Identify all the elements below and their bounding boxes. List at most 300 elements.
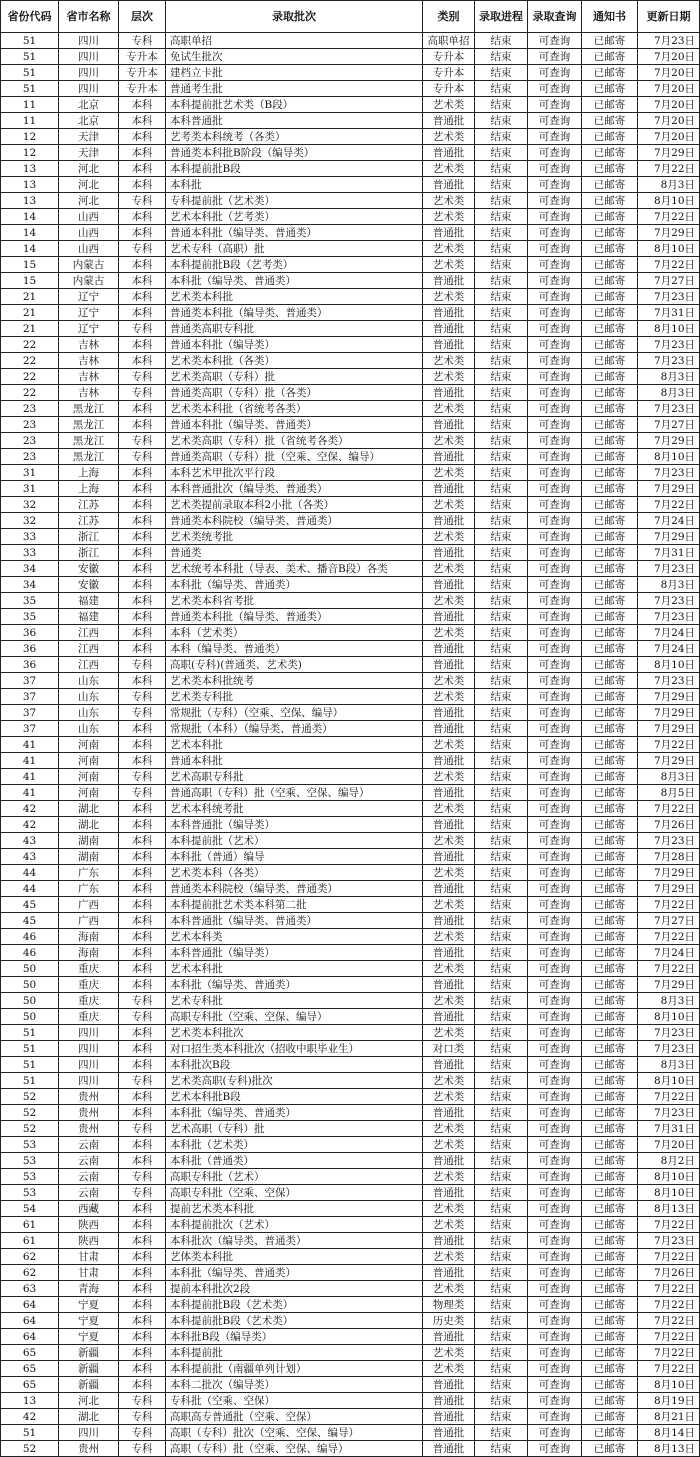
table-row: [1, 929, 700, 945]
cell-progress: 结束: [475, 897, 528, 913]
cell-notice: 已邮寄: [582, 1361, 638, 1377]
cell-batch: 高职专科批（艺术）: [166, 1169, 423, 1185]
cell-query: 可查询: [528, 1137, 582, 1153]
cell-category: 普通批: [423, 513, 475, 529]
table-row: [1, 33, 700, 49]
cell-province-name: 天津: [59, 145, 119, 161]
cell-query: 可查询: [528, 1393, 582, 1409]
cell-batch: 普通类本科院校（编导类、普通类）: [166, 881, 423, 897]
cell-progress: 结束: [475, 625, 528, 641]
cell-query: 可查询: [528, 1425, 582, 1441]
cell-level: 专科: [119, 1185, 166, 1201]
cell-batch: 本科（编导类、普通类）: [166, 641, 423, 657]
cell-province-name: 福建: [59, 593, 119, 609]
cell-update-date: 7月22日: [638, 961, 700, 977]
cell-notice: 已邮寄: [582, 1009, 638, 1025]
cell-province-name: 内蒙古: [59, 257, 119, 273]
cell-batch: 艺术本科批: [166, 961, 423, 977]
cell-update-date: 7月22日: [638, 1249, 700, 1265]
table-row: [1, 673, 700, 689]
cell-update-date: 7月23日: [638, 353, 700, 369]
cell-query: 可查询: [528, 1345, 582, 1361]
cell-province-name: 安徽: [59, 577, 119, 593]
cell-batch: 专科批（空乘、空保）: [166, 1393, 423, 1409]
table-row: [1, 1137, 700, 1153]
cell-query: 可查询: [528, 593, 582, 609]
cell-batch: 本科批（普通类）: [166, 1153, 423, 1169]
cell-level: 本科: [119, 545, 166, 561]
cell-province-code: 13: [1, 1393, 59, 1409]
cell-notice: 已邮寄: [582, 801, 638, 817]
cell-category: 艺术类: [423, 833, 475, 849]
cell-query: 可查询: [528, 1185, 582, 1201]
table-row: [1, 561, 700, 577]
cell-province-code: 37: [1, 689, 59, 705]
cell-notice: 已邮寄: [582, 1233, 638, 1249]
cell-update-date: 7月23日: [638, 337, 700, 353]
cell-progress: 结束: [475, 705, 528, 721]
cell-progress: 结束: [475, 1121, 528, 1137]
cell-progress: 结束: [475, 817, 528, 833]
cell-category: 普通批: [423, 817, 475, 833]
cell-batch: 艺术本科类: [166, 929, 423, 945]
table-row: [1, 129, 700, 145]
cell-province-name: 四川: [59, 49, 119, 65]
cell-province-name: 四川: [59, 1025, 119, 1041]
cell-batch: 普通类: [166, 545, 423, 561]
cell-province-name: 上海: [59, 481, 119, 497]
table-row: [1, 625, 700, 641]
cell-query: 可查询: [528, 385, 582, 401]
cell-category: 艺术类: [423, 561, 475, 577]
cell-province-name: 安徽: [59, 561, 119, 577]
table-row: [1, 1233, 700, 1249]
cell-update-date: 8月19日: [638, 1393, 700, 1409]
cell-category: 艺术类: [423, 737, 475, 753]
cell-update-date: 8月13日: [638, 1201, 700, 1217]
cell-province-name: 河北: [59, 161, 119, 177]
cell-province-code: 54: [1, 1201, 59, 1217]
cell-notice: 已邮寄: [582, 321, 638, 337]
cell-level: 本科: [119, 305, 166, 321]
cell-province-code: 37: [1, 673, 59, 689]
cell-province-code: 15: [1, 257, 59, 273]
cell-level: 专科: [119, 369, 166, 385]
cell-update-date: 7月22日: [638, 497, 700, 513]
cell-query: 可查询: [528, 913, 582, 929]
cell-province-code: 46: [1, 945, 59, 961]
cell-category: 普通批: [423, 481, 475, 497]
header-update-date: 更新日期: [638, 1, 700, 33]
cell-notice: 已邮寄: [582, 81, 638, 97]
cell-progress: 结束: [475, 49, 528, 65]
cell-level: 本科: [119, 1105, 166, 1121]
cell-batch: 本科批次（编导类、普通类）: [166, 1233, 423, 1249]
cell-notice: 已邮寄: [582, 1393, 638, 1409]
cell-level: 本科: [119, 465, 166, 481]
cell-province-name: 重庆: [59, 993, 119, 1009]
cell-level: 本科: [119, 337, 166, 353]
cell-query: 可查询: [528, 897, 582, 913]
cell-progress: 结束: [475, 881, 528, 897]
cell-category: 艺术类: [423, 289, 475, 305]
cell-progress: 结束: [475, 641, 528, 657]
cell-province-code: 64: [1, 1297, 59, 1313]
cell-province-name: 辽宁: [59, 289, 119, 305]
cell-progress: 结束: [475, 1153, 528, 1169]
header-batch: 录取批次: [166, 1, 423, 33]
cell-level: 专科: [119, 193, 166, 209]
cell-batch: 本科普通批: [166, 113, 423, 129]
cell-province-code: 11: [1, 97, 59, 113]
cell-update-date: 7月22日: [638, 737, 700, 753]
cell-category: 艺术类: [423, 209, 475, 225]
cell-progress: 结束: [475, 1441, 528, 1457]
cell-progress: 结束: [475, 369, 528, 385]
cell-province-code: 51: [1, 1073, 59, 1089]
cell-province-name: 山东: [59, 721, 119, 737]
cell-province-code: 23: [1, 401, 59, 417]
cell-update-date: 8月3日: [638, 769, 700, 785]
cell-level: 本科: [119, 225, 166, 241]
table-row: [1, 881, 700, 897]
table-row: [1, 1153, 700, 1169]
cell-progress: 结束: [475, 241, 528, 257]
cell-level: 本科: [119, 1217, 166, 1233]
cell-batch: 艺体类本科批: [166, 1249, 423, 1265]
cell-category: 艺术类: [423, 241, 475, 257]
cell-update-date: 7月27日: [638, 273, 700, 289]
cell-province-name: 河南: [59, 785, 119, 801]
cell-level: 专科: [119, 1425, 166, 1441]
cell-progress: 结束: [475, 1217, 528, 1233]
table-row: [1, 1409, 700, 1425]
cell-progress: 结束: [475, 1137, 528, 1153]
cell-notice: 已邮寄: [582, 593, 638, 609]
cell-province-code: 21: [1, 289, 59, 305]
cell-notice: 已邮寄: [582, 817, 638, 833]
cell-progress: 结束: [475, 289, 528, 305]
cell-notice: 已邮寄: [582, 401, 638, 417]
cell-update-date: 8月3日: [638, 369, 700, 385]
cell-province-code: 36: [1, 641, 59, 657]
table-row: [1, 817, 700, 833]
cell-query: 可查询: [528, 753, 582, 769]
cell-level: 本科: [119, 1345, 166, 1361]
cell-batch: 本科批（普通）编导: [166, 849, 423, 865]
cell-query: 可查询: [528, 993, 582, 1009]
cell-query: 可查询: [528, 1297, 582, 1313]
cell-province-code: 45: [1, 913, 59, 929]
cell-level: 本科: [119, 913, 166, 929]
cell-category: 普通批: [423, 1057, 475, 1073]
cell-update-date: 8月3日: [638, 577, 700, 593]
cell-category: 艺术类: [423, 593, 475, 609]
cell-query: 可查询: [528, 321, 582, 337]
cell-batch: 免试生批次: [166, 49, 423, 65]
cell-batch: 提前本科批次2段: [166, 1281, 423, 1297]
cell-batch: 本科提前批B段（艺考类）: [166, 257, 423, 273]
cell-province-name: 湖北: [59, 801, 119, 817]
cell-query: 可查询: [528, 1265, 582, 1281]
cell-province-code: 51: [1, 49, 59, 65]
cell-query: 可查询: [528, 241, 582, 257]
cell-category: 普通批: [423, 1425, 475, 1441]
cell-batch: 艺术类高职（专科）批: [166, 369, 423, 385]
cell-category: 艺术类: [423, 129, 475, 145]
table-row: [1, 1297, 700, 1313]
cell-province-name: 四川: [59, 1425, 119, 1441]
table-row: [1, 1185, 700, 1201]
cell-level: 本科: [119, 1041, 166, 1057]
cell-batch: 本科（艺术类）: [166, 625, 423, 641]
cell-notice: 已邮寄: [582, 1057, 638, 1073]
cell-level: 专科: [119, 1441, 166, 1457]
table-row: [1, 977, 700, 993]
cell-category: 艺术类: [423, 401, 475, 417]
cell-notice: 已邮寄: [582, 849, 638, 865]
table-row: [1, 97, 700, 113]
table-row: [1, 449, 700, 465]
cell-query: 可查询: [528, 833, 582, 849]
cell-batch: 高职专科批（空乘、空保）: [166, 1185, 423, 1201]
cell-level: 本科: [119, 1297, 166, 1313]
cell-batch: 本科批（编导类、普通类）: [166, 273, 423, 289]
table-row: [1, 865, 700, 881]
cell-notice: 已邮寄: [582, 721, 638, 737]
cell-query: 可查询: [528, 945, 582, 961]
cell-progress: 结束: [475, 1169, 528, 1185]
cell-batch: 艺术本科批（艺考类）: [166, 209, 423, 225]
cell-level: 本科: [119, 481, 166, 497]
cell-notice: 已邮寄: [582, 33, 638, 49]
cell-province-name: 江苏: [59, 497, 119, 513]
cell-batch: 提前艺术类本科批: [166, 1201, 423, 1217]
cell-update-date: 7月20日: [638, 1137, 700, 1153]
cell-province-code: 13: [1, 161, 59, 177]
cell-update-date: 7月22日: [638, 1313, 700, 1329]
table-row: [1, 769, 700, 785]
cell-progress: 结束: [475, 401, 528, 417]
table-row: [1, 993, 700, 1009]
cell-notice: 已邮寄: [582, 1025, 638, 1041]
cell-province-code: 41: [1, 769, 59, 785]
cell-category: 艺术类: [423, 993, 475, 1009]
cell-query: 可查询: [528, 1233, 582, 1249]
table-row: [1, 1249, 700, 1265]
cell-batch: 艺术本科统考批: [166, 801, 423, 817]
cell-progress: 结束: [475, 849, 528, 865]
cell-level: 本科: [119, 1281, 166, 1297]
cell-update-date: 7月29日: [638, 145, 700, 161]
cell-progress: 结束: [475, 97, 528, 113]
cell-category: 艺术类: [423, 961, 475, 977]
cell-notice: 已邮寄: [582, 961, 638, 977]
cell-query: 可查询: [528, 433, 582, 449]
cell-province-code: 43: [1, 849, 59, 865]
cell-update-date: 7月28日: [638, 849, 700, 865]
cell-province-code: 45: [1, 897, 59, 913]
cell-progress: 结束: [475, 785, 528, 801]
cell-query: 可查询: [528, 113, 582, 129]
cell-province-name: 贵州: [59, 1089, 119, 1105]
cell-level: 本科: [119, 1201, 166, 1217]
cell-query: 可查询: [528, 1377, 582, 1393]
cell-progress: 结束: [475, 913, 528, 929]
cell-province-name: 吉林: [59, 385, 119, 401]
table-row: [1, 257, 700, 273]
cell-update-date: 7月29日: [638, 481, 700, 497]
cell-update-date: 7月29日: [638, 705, 700, 721]
cell-update-date: 7月23日: [638, 1025, 700, 1041]
cell-progress: 结束: [475, 753, 528, 769]
cell-notice: 已邮寄: [582, 673, 638, 689]
cell-province-name: 四川: [59, 65, 119, 81]
cell-province-code: 51: [1, 1057, 59, 1073]
cell-batch: 普通高职（专科）批（空乘、空保、编导）: [166, 785, 423, 801]
cell-province-code: 63: [1, 1281, 59, 1297]
cell-query: 可查询: [528, 1073, 582, 1089]
cell-notice: 已邮寄: [582, 449, 638, 465]
cell-progress: 结束: [475, 1345, 528, 1361]
cell-progress: 结束: [475, 257, 528, 273]
cell-update-date: 7月20日: [638, 49, 700, 65]
cell-update-date: 8月10日: [638, 1009, 700, 1025]
cell-progress: 结束: [475, 177, 528, 193]
cell-province-code: 14: [1, 241, 59, 257]
cell-update-date: 7月24日: [638, 513, 700, 529]
table-row: [1, 65, 700, 81]
cell-level: 专科: [119, 657, 166, 673]
cell-batch: 本科普通批（编导类）: [166, 817, 423, 833]
cell-province-code: 65: [1, 1377, 59, 1393]
cell-province-code: 42: [1, 801, 59, 817]
cell-query: 可查询: [528, 337, 582, 353]
cell-category: 普通批: [423, 913, 475, 929]
cell-batch: 常规批（本科）（编导类、普通类）: [166, 721, 423, 737]
cell-province-code: 12: [1, 145, 59, 161]
cell-province-code: 51: [1, 1041, 59, 1057]
cell-province-code: 61: [1, 1233, 59, 1249]
cell-batch: 艺术统考本科批（导表、美术、播音B段）各类: [166, 561, 423, 577]
cell-progress: 结束: [475, 865, 528, 881]
cell-notice: 已邮寄: [582, 689, 638, 705]
cell-category: 普通批: [423, 641, 475, 657]
cell-province-code: 36: [1, 657, 59, 673]
cell-notice: 已邮寄: [582, 1169, 638, 1185]
cell-batch: 本科提前批B段（艺术类）: [166, 1313, 423, 1329]
cell-province-code: 50: [1, 1009, 59, 1025]
cell-category: 普通批: [423, 1329, 475, 1345]
cell-province-code: 22: [1, 385, 59, 401]
cell-category: 普通批: [423, 977, 475, 993]
cell-notice: 已邮寄: [582, 897, 638, 913]
cell-category: 普通批: [423, 385, 475, 401]
cell-progress: 结束: [475, 497, 528, 513]
cell-query: 可查询: [528, 545, 582, 561]
cell-level: 本科: [119, 513, 166, 529]
cell-batch: 本科提前批艺术类（B段）: [166, 97, 423, 113]
cell-progress: 结束: [475, 1281, 528, 1297]
cell-notice: 已邮寄: [582, 1105, 638, 1121]
table-row: [1, 721, 700, 737]
cell-category: 艺术类: [423, 1201, 475, 1217]
cell-level: 本科: [119, 673, 166, 689]
cell-province-code: 14: [1, 225, 59, 241]
cell-batch: 本科批（艺术类）: [166, 1137, 423, 1153]
cell-category: 普通批: [423, 417, 475, 433]
cell-batch: 普通类本科院校（编导类、普通类）: [166, 513, 423, 529]
cell-level: 本科: [119, 417, 166, 433]
cell-notice: 已邮寄: [582, 609, 638, 625]
cell-notice: 已邮寄: [582, 1377, 638, 1393]
cell-level: 专科: [119, 321, 166, 337]
cell-progress: 结束: [475, 529, 528, 545]
cell-level: 本科: [119, 1233, 166, 1249]
cell-query: 可查询: [528, 81, 582, 97]
cell-update-date: 7月31日: [638, 305, 700, 321]
cell-level: 本科: [119, 1057, 166, 1073]
table-row: [1, 529, 700, 545]
cell-level: 本科: [119, 1329, 166, 1345]
cell-query: 可查询: [528, 1361, 582, 1377]
cell-province-code: 53: [1, 1137, 59, 1153]
cell-progress: 结束: [475, 1393, 528, 1409]
cell-category: 普通批: [423, 113, 475, 129]
table-row: [1, 705, 700, 721]
cell-query: 可查询: [528, 513, 582, 529]
cell-level: 本科: [119, 97, 166, 113]
cell-category: 艺术类: [423, 929, 475, 945]
table-row: [1, 737, 700, 753]
cell-category: 普通批: [423, 721, 475, 737]
cell-category: 艺术类: [423, 161, 475, 177]
cell-query: 可查询: [528, 689, 582, 705]
cell-province-code: 33: [1, 545, 59, 561]
cell-notice: 已邮寄: [582, 145, 638, 161]
cell-query: 可查询: [528, 609, 582, 625]
cell-progress: 结束: [475, 721, 528, 737]
cell-update-date: 8月14日: [638, 1425, 700, 1441]
cell-update-date: 7月27日: [638, 417, 700, 433]
cell-update-date: 7月22日: [638, 257, 700, 273]
cell-province-name: 云南: [59, 1137, 119, 1153]
cell-province-code: 65: [1, 1345, 59, 1361]
cell-province-code: 21: [1, 305, 59, 321]
cell-province-name: 江西: [59, 625, 119, 641]
cell-notice: 已邮寄: [582, 1121, 638, 1137]
cell-category: 艺术类: [423, 1137, 475, 1153]
cell-level: 本科: [119, 177, 166, 193]
cell-province-code: 37: [1, 705, 59, 721]
cell-notice: 已邮寄: [582, 497, 638, 513]
cell-query: 可查询: [528, 497, 582, 513]
cell-batch: 普通类高职专科批: [166, 321, 423, 337]
cell-progress: 结束: [475, 65, 528, 81]
table-row: [1, 1201, 700, 1217]
cell-category: 普通批: [423, 705, 475, 721]
cell-query: 可查询: [528, 769, 582, 785]
cell-province-code: 23: [1, 433, 59, 449]
cell-notice: 已邮寄: [582, 385, 638, 401]
table-row: [1, 1121, 700, 1137]
cell-notice: 已邮寄: [582, 273, 638, 289]
cell-query: 可查询: [528, 561, 582, 577]
cell-level: 本科: [119, 977, 166, 993]
table-row: [1, 1345, 700, 1361]
table-row: [1, 1073, 700, 1089]
cell-level: 本科: [119, 737, 166, 753]
